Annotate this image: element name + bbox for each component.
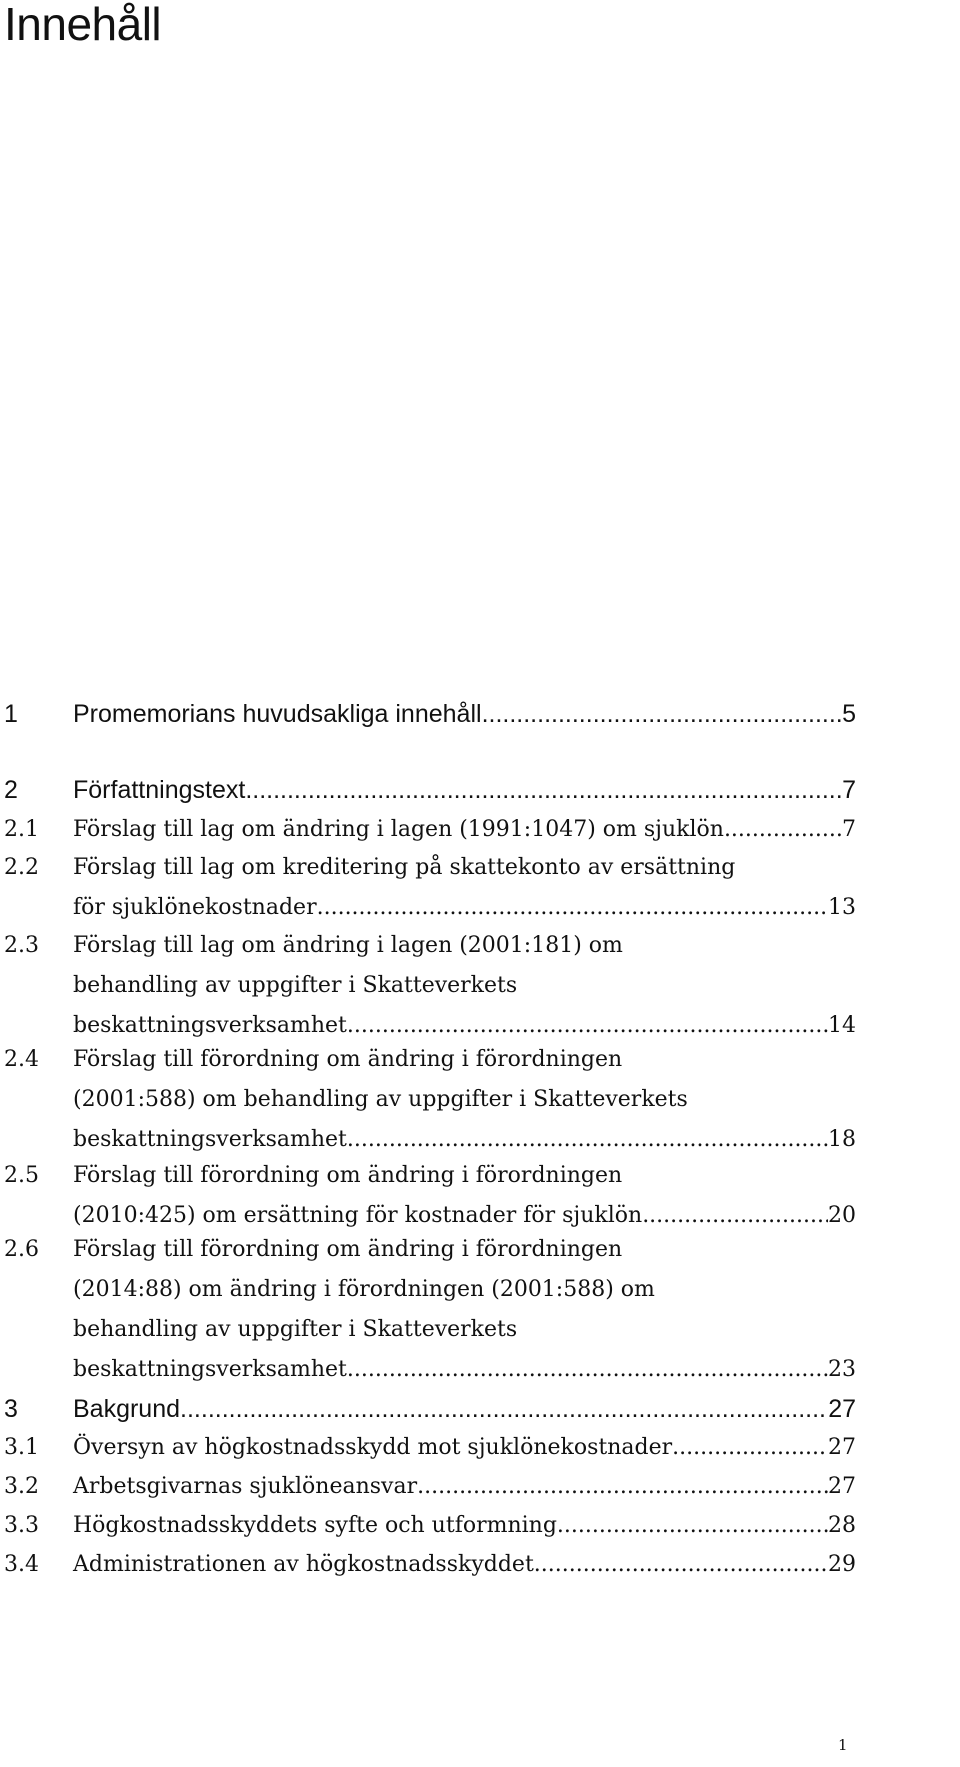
dot-leader <box>482 694 843 734</box>
toc-entry-title: behandling av uppgifter i Skatteverkets <box>73 973 518 998</box>
toc-entry-number: 3 <box>4 1395 18 1423</box>
toc-entry[interactable] <box>4 1389 856 1429</box>
toc-entry-title: beskattningsverksamhet <box>73 1127 347 1152</box>
dot-leader <box>724 810 842 850</box>
dot-leader <box>557 1506 828 1546</box>
toc-entry-page: 27 <box>828 1474 856 1499</box>
toc-entry[interactable] <box>4 1230 856 1390</box>
dot-leader <box>672 1428 828 1468</box>
toc-entry-title: Förslag till lag om kreditering på skattekonto av ersättning <box>73 855 736 880</box>
toc-entry-page: 5 <box>842 700 856 728</box>
toc-entry[interactable] <box>4 1506 856 1546</box>
dot-leader <box>534 1545 828 1585</box>
toc-entry-title: beskattningsverksamhet <box>73 1357 347 1382</box>
toc-entry-number: 2.6 <box>4 1237 39 1262</box>
toc-entry-title: Arbetsgivarnas sjuklöneansvar <box>73 1474 418 1499</box>
toc-entry-page: 27 <box>828 1395 856 1423</box>
toc-entry-page: 13 <box>828 895 856 920</box>
dot-leader <box>180 1389 828 1429</box>
toc-entry-number: 3.1 <box>4 1435 39 1460</box>
toc-entry-title: Förslag till förordning om ändring i förordningen <box>73 1163 623 1188</box>
toc-entry-title: (2014:88) om ändring i förordningen (2001:588) om <box>73 1277 655 1302</box>
toc-entry-title: Förslag till förordning om ändring i förordningen <box>73 1047 623 1072</box>
toc-entry-number: 2.2 <box>4 855 39 880</box>
toc-entry-page: 23 <box>828 1357 856 1382</box>
dot-leader <box>245 770 842 810</box>
toc-entry-title: (2010:425) om ersättning för kostnader för sjuklön <box>73 1203 643 1228</box>
toc-entry-page: 27 <box>828 1435 856 1460</box>
toc-entry-number: 3.3 <box>4 1513 39 1538</box>
toc-entry-page: 20 <box>828 1203 856 1228</box>
dot-leader <box>317 888 828 928</box>
toc-entry-number: 2.3 <box>4 933 39 958</box>
toc-entry-number: 2.4 <box>4 1047 39 1072</box>
toc-entry-title: Översyn av högkostnadsskydd mot sjuklönekostnader <box>73 1435 673 1460</box>
toc-entry-title: Promemorians huvudsakliga innehåll <box>73 700 482 728</box>
toc-entry[interactable] <box>4 810 856 850</box>
dot-leader <box>347 1120 828 1160</box>
toc-entry-number: 2.1 <box>4 817 39 842</box>
toc-entry[interactable] <box>4 1428 856 1468</box>
toc-entry-title: Bakgrund <box>73 1395 181 1423</box>
toc-entry-page: 29 <box>828 1552 856 1577</box>
toc-entry[interactable] <box>4 1156 856 1236</box>
toc-entry-title: (2001:588) om behandling av uppgifter i Skatteverkets <box>73 1087 688 1112</box>
toc-entry-number: 2 <box>4 776 18 804</box>
toc-entry[interactable] <box>4 770 856 810</box>
toc-entry-title: Förslag till lag om ändring i lagen (2001:181) om <box>73 933 623 958</box>
toc-entry[interactable] <box>4 848 856 928</box>
dot-leader <box>417 1467 828 1507</box>
toc-entry[interactable] <box>4 694 856 734</box>
toc-entry-title: Förslag till förordning om ändring i förordningen <box>73 1237 623 1262</box>
page-title: Innehåll <box>4 0 162 50</box>
toc-entry-page: 28 <box>828 1513 856 1538</box>
toc-entry[interactable] <box>4 1467 856 1507</box>
toc-entry-number: 1 <box>4 700 18 728</box>
toc-entry-number: 2.5 <box>4 1163 39 1188</box>
toc-entry-title: Administrationen av högkostnadsskyddet <box>73 1552 534 1577</box>
toc-entry-title: Författningstext <box>73 776 246 804</box>
toc-entry-title: Förslag till lag om ändring i lagen (1991:1047) om sjuklön <box>73 817 724 842</box>
toc-entry-page: 14 <box>828 1013 856 1038</box>
toc-entry-number: 3.4 <box>4 1552 39 1577</box>
toc-entry-title: beskattningsverksamhet <box>73 1013 347 1038</box>
toc-entry-title: för sjuklönekostnader <box>73 895 317 920</box>
dot-leader <box>347 1350 828 1390</box>
toc-entry-number: 3.2 <box>4 1474 39 1499</box>
toc-entry[interactable] <box>4 1545 856 1585</box>
toc-entry-page: 7 <box>842 817 856 842</box>
toc-entry-page: 7 <box>842 776 856 804</box>
toc-entry-page: 18 <box>828 1127 856 1152</box>
toc-entry-title: behandling av uppgifter i Skatteverkets <box>73 1317 518 1342</box>
page-number: 1 <box>838 1736 848 1754</box>
toc-entry[interactable] <box>4 926 856 1046</box>
toc-entry-title: Högkostnadsskyddets syfte och utformning <box>73 1513 557 1538</box>
toc-entry[interactable] <box>4 1040 856 1160</box>
